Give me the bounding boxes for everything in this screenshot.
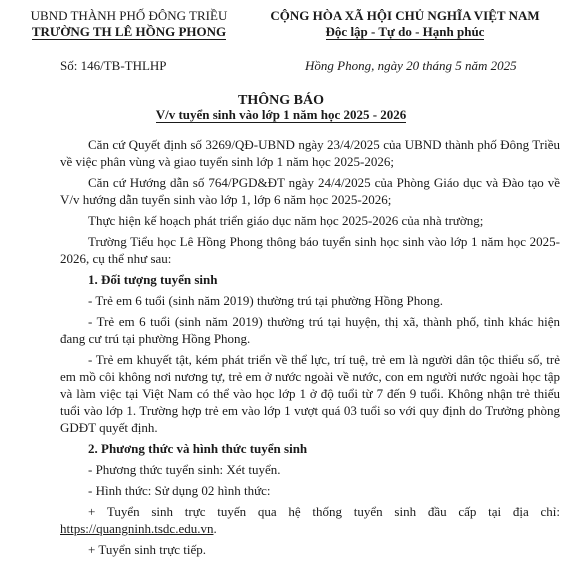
online-end: . [213,521,217,536]
motto: Độc lập - Tự do - Hạnh phúc [325,24,485,39]
document-body [60,136,560,562]
document-number: Số: 146/TB-THLHP [60,58,167,73]
country-name: CỘNG HÒA XÃ HỘI CHỦ NGHĨA VIỆT NAM [270,8,540,23]
registration-link[interactable]: https://quangninh.tsdc.edu.vn [60,521,214,536]
section2-direct: + Tuyển sinh trực tiếp. [88,542,207,557]
paragraph-announcement: Trường Tiểu học Lê Hồng Phong thông báo tuyển sinh học sinh vào lớp 1 năm học 2025-2026, cụ thể như sau: [60,234,560,266]
section2-method: - Phương thức tuyển sinh: Xét tuyển. [88,462,281,477]
subtitle-text: V/v tuyển sinh vào lớp 1 năm học 2025 - 2026 [155,107,407,122]
paragraph-plan: Thực hiện kế hoạch phát triển giáo dục năm học 2025-2026 của nhà trường; [88,213,484,228]
section1-item-2: - Trẻ em 6 tuổi (sinh năm 2019) thường trú tại huyện, thị xã, thành phố, tỉnh khác hiện đang cư trú tại phường Hồng Phong. [60,314,560,346]
issuing-authority [14,8,244,40]
section1-item-1: - Trẻ em 6 tuổi (sinh năm 2019) thường trú tại phường Hồng Phong. [88,293,443,308]
section2-heading: 2. Phương thức và hình thức tuyển sinh [88,441,308,456]
document-date: Hồng Phong, ngày 20 tháng 5 năm 2025 [305,58,517,73]
school-name: TRƯỜNG TH LÊ HỒNG PHONG [31,24,227,39]
section2-online [60,503,560,537]
authority-line1: UBND THÀNH PHỐ ĐÔNG TRIỀU [30,8,228,23]
document-title: THÔNG BÁO [238,93,324,108]
national-motto [250,8,560,40]
document-subtitle [0,107,562,123]
section1-heading: 1. Đối tượng tuyển sinh [88,272,218,287]
paragraph-guideline: Căn cứ Hướng dẫn số 764/PGD&ĐT ngày 24/4/2025 của Phòng Giáo dục và Đào tạo về V/v hướng dẫn tuyển sinh vào lớp 1, lớp 6 năm học 2025-2026; [60,175,560,207]
section2-form: - Hình thức: Sử dụng 02 hình thức: [88,483,271,498]
online-text: + Tuyển sinh trực tuyến qua hệ thống tuyển sinh đầu cấp tại địa chỉ: [88,504,560,519]
paragraph-decision: Căn cứ Quyết định số 3269/QĐ-UBND ngày 23/4/2025 của UBND thành phố Đông Triều về việc phân vùng và giao tuyển sinh lớp 1 năm học 2025-2026; [60,137,560,169]
section1-item-3: - Trẻ em khuyết tật, kém phát triển về thể lực, trí tuệ, trẻ em là người dân tộc thiểu số, trẻ em mồ côi không nơi nương tự, trẻ em ở nước ngoài về nước, con em người nước ngoài học tập và làm việc tại Việt Nam có thể vào học lớp 1 ở độ tuổi từ 7 đến 9 tuổi. Không nhận trẻ thiếu tuổi vào lớp 1. Trường hợp trẻ em vào lớp 1 vượt quá 03 tuổi so với quy định do Trưởng phòng GDĐT quyết định. [60,352,560,435]
